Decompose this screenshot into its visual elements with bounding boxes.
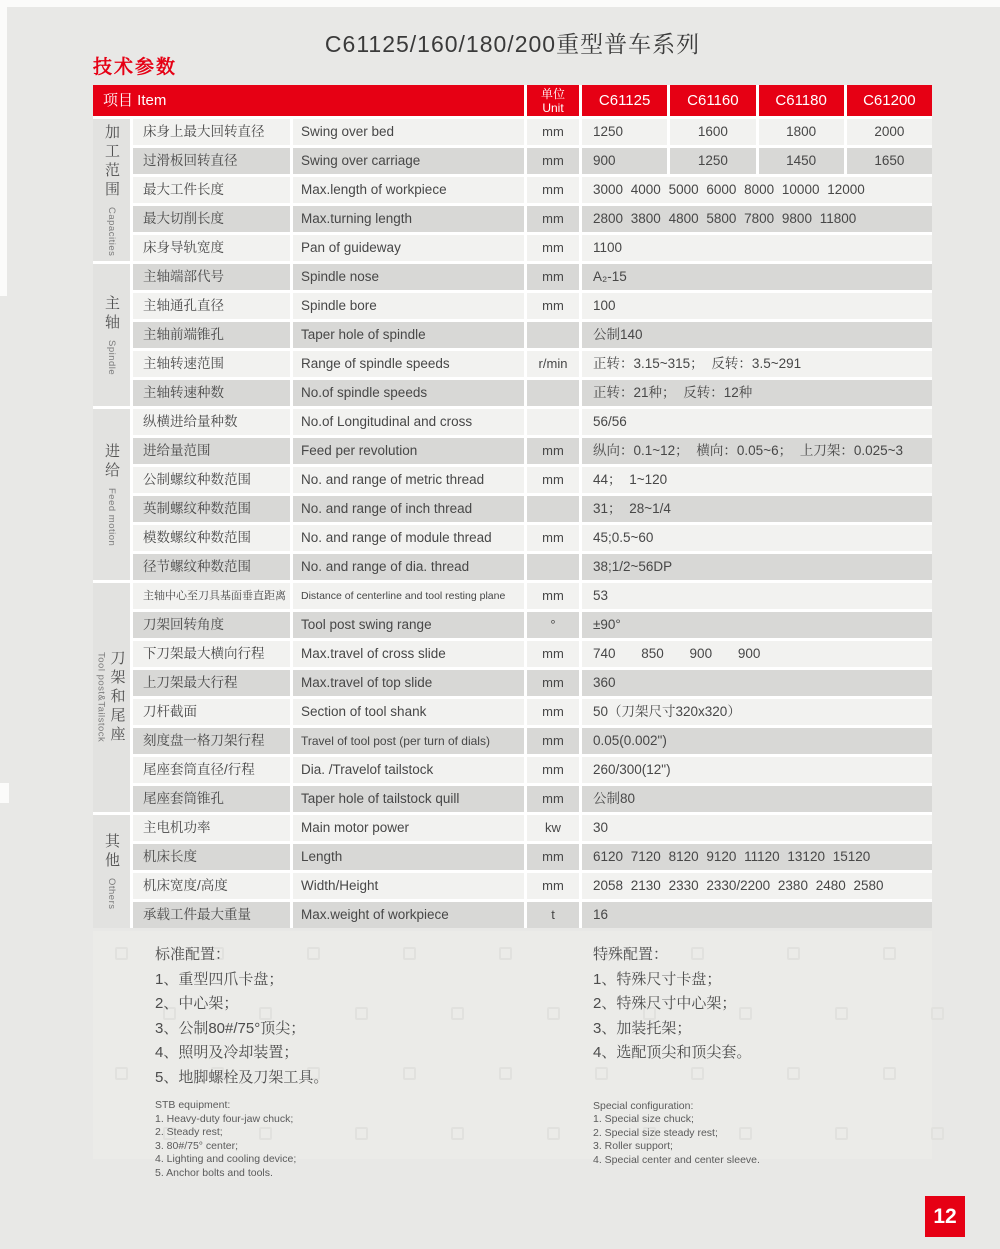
spec-unit <box>527 409 579 435</box>
special-configuration <box>593 943 760 1167</box>
spec-unit: mm <box>527 699 579 725</box>
special-config-item: 4、选配顶尖和顶尖套。 <box>593 1044 752 1061</box>
spec-value: 1250 <box>670 148 755 174</box>
standard-config-english <box>155 1099 328 1180</box>
spec-name-en: Taper hole of tailstock quill <box>293 786 524 812</box>
spec-name-en: No. and range of metric thread <box>293 467 524 493</box>
spec-value: 740 850 900 900 <box>582 641 932 667</box>
spec-unit: r/min <box>527 351 579 377</box>
unit-cn: 单位 <box>540 87 565 101</box>
spec-unit: ° <box>527 612 579 638</box>
spec-name-en: Tool post swing range <box>293 612 524 638</box>
spec-value: 公制80 <box>582 786 932 812</box>
spec-value: 0.05(0.002") <box>582 728 932 754</box>
spec-value: 3000 4000 5000 6000 8000 10000 12000 <box>582 177 932 203</box>
standard-config-en-item: 5. Anchor bolts and tools. <box>155 1166 273 1179</box>
watermark-square <box>115 1067 128 1080</box>
spec-name-cn: 径节螺纹种数范围 <box>133 554 290 580</box>
group-label-cn: 刀架和尾座 <box>108 650 126 745</box>
group-label-en: Others <box>106 878 117 910</box>
spec-unit <box>527 554 579 580</box>
spec-unit <box>527 496 579 522</box>
column-header-model-c61125: C61125 <box>582 85 667 116</box>
watermark-square <box>403 947 416 960</box>
spec-value: 30 <box>582 815 932 841</box>
column-header-model-c61160: C61160 <box>670 85 755 116</box>
group-label-cn: 其他 <box>103 833 120 872</box>
spec-name-en: No.of Longitudinal and cross <box>293 409 524 435</box>
page-left-tab <box>0 783 9 803</box>
spec-unit: mm <box>527 670 579 696</box>
spec-value: 纵向：0.1~12； 横向：0.05~6； 上刀架：0.025~3 <box>582 438 932 464</box>
spec-name-en: Spindle nose <box>293 264 524 290</box>
spec-name-en: No. and range of module thread <box>293 525 524 551</box>
spec-value: A₂-15 <box>582 264 932 290</box>
watermark-square <box>451 1127 464 1140</box>
spec-name-en: Travel of tool post (per turn of dials) <box>293 728 524 754</box>
group-label-cn: 主轴 <box>103 294 120 333</box>
spec-value: 1250 <box>582 119 667 145</box>
watermark-square <box>355 1127 368 1140</box>
page-title: C61125/160/180/200重型普车系列 <box>324 31 701 57</box>
spec-name-en: No.of spindle speeds <box>293 380 524 406</box>
spec-name-cn: 最大工件长度 <box>133 177 290 203</box>
spec-unit: mm <box>527 235 579 261</box>
spec-value: 31； 28~1/4 <box>582 496 932 522</box>
spec-unit: mm <box>527 757 579 783</box>
spec-unit: mm <box>527 293 579 319</box>
spec-table <box>93 85 932 928</box>
spec-name-cn: 刀杆截面 <box>133 699 290 725</box>
configuration-section <box>93 931 932 1179</box>
spec-name-cn: 主轴中心至刀具基面垂直距离 <box>133 583 290 609</box>
group-label-feed-motion <box>93 409 130 580</box>
spec-name-cn: 尾座套筒锥孔 <box>133 786 290 812</box>
spec-name-en: Swing over carriage <box>293 148 524 174</box>
spec-unit: mm <box>527 525 579 551</box>
spec-name-en: Max.turning length <box>293 206 524 232</box>
spec-unit: mm <box>527 264 579 290</box>
spec-name-en: Main motor power <box>293 815 524 841</box>
spec-unit: mm <box>527 467 579 493</box>
spec-value: 56/56 <box>582 409 932 435</box>
watermark-square <box>547 1007 560 1020</box>
spec-name-cn: 床身导轨宽度 <box>133 235 290 261</box>
spec-name-en: Spindle bore <box>293 293 524 319</box>
spec-value: 2058 2130 2330 2330/2200 2380 2480 2580 <box>582 873 932 899</box>
standard-config-en-item: 2. Steady rest; <box>155 1126 223 1138</box>
spec-name-en: No. and range of dia. thread <box>293 554 524 580</box>
spec-name-en: Length <box>293 844 524 870</box>
spec-value: 260/300(12") <box>582 757 932 783</box>
spec-value: 16 <box>582 902 932 928</box>
spec-name-cn: 公制螺纹种数范围 <box>133 467 290 493</box>
spec-name-en: No. and range of inch thread <box>293 496 524 522</box>
spec-value: ±90° <box>582 612 932 638</box>
spec-unit <box>527 380 579 406</box>
spec-unit: mm <box>527 728 579 754</box>
standard-config-item: 4、照明及冷却装置； <box>155 1044 299 1061</box>
column-header-model-c61200: C61200 <box>847 85 932 116</box>
spec-name-cn: 刻度盘一格刀架行程 <box>133 728 290 754</box>
spec-name-cn: 承载工件最大重量 <box>133 902 290 928</box>
spec-name-cn: 机床长度 <box>133 844 290 870</box>
spec-unit: mm <box>527 641 579 667</box>
watermark-square <box>451 1007 464 1020</box>
spec-unit: mm <box>527 583 579 609</box>
spec-value: 2000 <box>847 119 932 145</box>
watermark-square <box>883 947 896 960</box>
special-config-item: 2、特殊尺寸中心架； <box>593 995 737 1012</box>
special-config-english <box>593 1100 760 1168</box>
spec-name-cn: 最大切削长度 <box>133 206 290 232</box>
spec-name-cn: 主轴端部代号 <box>133 264 290 290</box>
spec-name-cn: 上刀架最大行程 <box>133 670 290 696</box>
spec-value: 44； 1~120 <box>582 467 932 493</box>
group-label-en: Spindle <box>106 339 117 376</box>
spec-unit: mm <box>527 206 579 232</box>
watermark-square <box>931 1127 944 1140</box>
column-header-model-c61180: C61180 <box>759 85 844 116</box>
page-number-badge: 12 <box>925 1196 965 1237</box>
spec-value: 1600 <box>670 119 755 145</box>
spec-value: 53 <box>582 583 932 609</box>
standard-config-en-item: 1. Heavy-duty four-jaw chuck; <box>155 1112 294 1125</box>
spec-value: 900 <box>582 148 667 174</box>
spec-name-en: Max.weight of workpiece <box>293 902 524 928</box>
spec-value: 1450 <box>759 148 844 174</box>
spec-value: 正转：3.15~315； 反转：3.5~291 <box>582 351 932 377</box>
standard-config-title: 标准配置： <box>155 946 231 963</box>
special-config-en-item: 2. Special size steady rest; <box>593 1126 718 1139</box>
spec-unit: mm <box>527 873 579 899</box>
spec-name-en: Max.travel of top slide <box>293 670 524 696</box>
spec-name-cn: 主轴通孔直径 <box>133 293 290 319</box>
special-config-en-title: Special configuration: <box>593 1099 694 1112</box>
spec-name-en: Range of spindle speeds <box>293 351 524 377</box>
spec-name-en: Taper hole of spindle <box>293 322 524 348</box>
watermark-square <box>787 947 800 960</box>
spec-name-cn: 主轴前端锥孔 <box>133 322 290 348</box>
spec-name-en: Pan of guideway <box>293 235 524 261</box>
spec-name-en: Dia. /Travelof tailstock <box>293 757 524 783</box>
spec-unit: t <box>527 902 579 928</box>
watermark-square <box>355 1007 368 1020</box>
standard-config-item: 3、公制80#/75°顶尖； <box>155 1019 306 1037</box>
spec-name-en: Distance of centerline and tool resting plane <box>293 583 524 609</box>
spec-unit <box>527 322 579 348</box>
section-label: 技术参数 <box>93 57 178 78</box>
spec-name-cn: 主轴转速范围 <box>133 351 290 377</box>
spec-value: 6120 7120 8120 9120 11120 13120 15120 <box>582 844 932 870</box>
spec-name-cn: 主电机功率 <box>133 815 290 841</box>
special-config-title: 特殊配置： <box>593 946 669 963</box>
standard-config-en-item: 3. 80#/75° center; <box>155 1139 239 1152</box>
spec-value: 正转：21种； 反转：12种 <box>582 380 932 406</box>
group-label-capacities <box>93 119 130 261</box>
spec-name-cn: 模数螺纹种数范围 <box>133 525 290 551</box>
spec-value: 100 <box>582 293 932 319</box>
group-label-spindle <box>93 264 130 406</box>
spec-value: 2800 3800 4800 5800 7800 9800 11800 <box>582 206 932 232</box>
spec-unit: mm <box>527 786 579 812</box>
watermark-square <box>115 947 128 960</box>
standard-config-item: 2、中心架； <box>155 995 239 1012</box>
spec-value: 50（刀架尺寸320x320） <box>582 699 932 725</box>
group-label-en: Feed motion <box>106 487 117 547</box>
spec-name-en: Section of tool shank <box>293 699 524 725</box>
spec-value: 38;1/2~56DP <box>582 554 932 580</box>
spec-value: 1800 <box>759 119 844 145</box>
watermark-square <box>499 947 512 960</box>
spec-unit: mm <box>527 177 579 203</box>
spec-name-cn: 英制螺纹种数范围 <box>133 496 290 522</box>
special-config-item: 1、特殊尺寸卡盘； <box>593 970 722 988</box>
column-header-unit <box>527 85 579 116</box>
watermark-square <box>931 1007 944 1020</box>
watermark-square <box>835 1127 848 1140</box>
spec-name-cn: 床身上最大回转直径 <box>133 119 290 145</box>
spec-name-cn: 尾座套筒直径/行程 <box>133 757 290 783</box>
group-label-cn: 加工范围 <box>103 123 120 200</box>
spec-unit: kw <box>527 815 579 841</box>
group-label-en: Tool post&Tailstock <box>95 652 107 743</box>
watermark-square <box>547 1127 560 1140</box>
standard-config-item: 5、地脚螺栓及刀架工具。 <box>155 1068 329 1086</box>
spec-name-cn: 主轴转速种数 <box>133 380 290 406</box>
spec-name-en: Feed per revolution <box>293 438 524 464</box>
page-top-edge <box>0 0 1000 7</box>
special-config-en-item: 3. Roller support; <box>593 1140 673 1152</box>
special-config-item: 3、加装托架； <box>593 1019 692 1037</box>
spec-value: 公制140 <box>582 322 932 348</box>
standard-config-en-item: 4. Lighting and cooling device; <box>155 1153 297 1165</box>
standard-config-en-title: STB equipment: <box>155 1099 231 1111</box>
spec-name-cn: 进给量范围 <box>133 438 290 464</box>
spec-name-cn: 过滑板回转直径 <box>133 148 290 174</box>
spec-unit: mm <box>527 119 579 145</box>
group-label-cn: 进给 <box>103 442 120 481</box>
watermark-square <box>787 1067 800 1080</box>
spec-name-en: Swing over bed <box>293 119 524 145</box>
spec-value: 1650 <box>847 148 932 174</box>
spec-value: 360 <box>582 670 932 696</box>
watermark-square <box>403 1067 416 1080</box>
special-config-en-item: 1. Special size chuck; <box>593 1113 694 1125</box>
standard-configuration <box>155 943 328 1180</box>
spec-name-cn: 下刀架最大横向行程 <box>133 641 290 667</box>
spec-name-cn: 纵横进给量种数 <box>133 409 290 435</box>
group-label-en: Capacities <box>106 206 117 257</box>
spec-unit: mm <box>527 844 579 870</box>
unit-en: Unit <box>542 101 564 115</box>
spec-value: 45;0.5~60 <box>582 525 932 551</box>
spec-name-cn: 刀架回转角度 <box>133 612 290 638</box>
spec-name-cn: 机床宽度/高度 <box>133 873 290 899</box>
spec-unit: mm <box>527 148 579 174</box>
spec-unit: mm <box>527 438 579 464</box>
spec-name-en: Max.length of workpiece <box>293 177 524 203</box>
watermark-square <box>499 1067 512 1080</box>
standard-config-item: 1、重型四爪卡盘； <box>155 970 284 988</box>
watermark-square <box>883 1067 896 1080</box>
spec-name-en: Max.travel of cross slide <box>293 641 524 667</box>
watermark-square <box>835 1007 848 1020</box>
spec-name-en: Width/Height <box>293 873 524 899</box>
spec-value: 1100 <box>582 235 932 261</box>
group-label-others <box>93 815 130 928</box>
special-config-en-item: 4. Special center and center sleeve. <box>593 1153 760 1166</box>
group-label-toolpost-tailstock <box>93 583 130 812</box>
column-header-item: 项目 Item <box>93 85 524 116</box>
page-left-edge <box>0 0 7 296</box>
